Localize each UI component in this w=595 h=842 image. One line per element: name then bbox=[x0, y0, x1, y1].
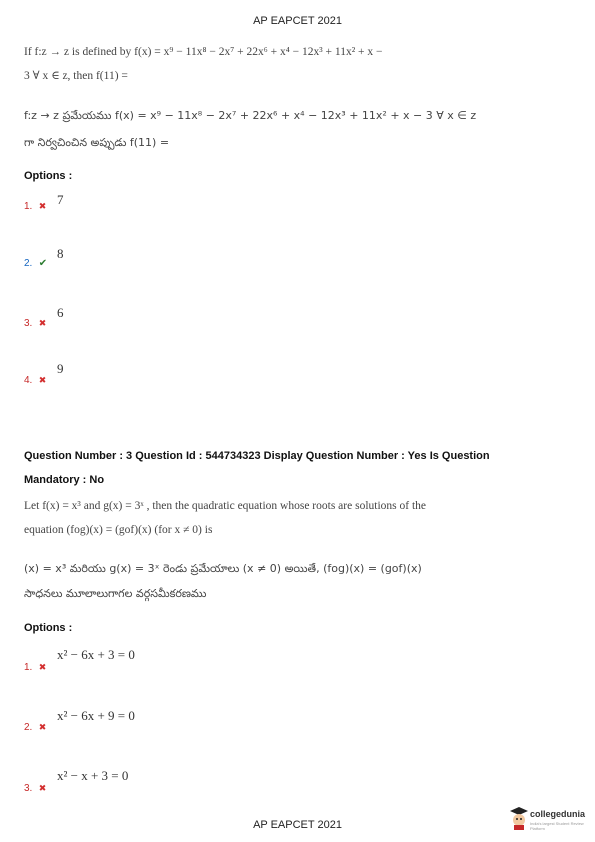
q1-option-2-value: 8 bbox=[57, 246, 64, 261]
q1-option-4-value: 9 bbox=[57, 361, 64, 376]
option-number: 1. bbox=[24, 662, 33, 673]
q1-option-1-value: 7 bbox=[57, 192, 64, 207]
q1-english-line1: If f:z → z is defined by f(x) = x⁹ − 11x⁸ − 2x⁷ + 22x⁶ + x⁴ − 12x³ + 11x² + x − bbox=[24, 46, 383, 58]
brand-tagline: India's largest Student Review Platform bbox=[530, 821, 584, 831]
cross-icon: ✖ bbox=[38, 201, 47, 211]
cross-icon: ✖ bbox=[38, 722, 47, 732]
q2-option-1 bbox=[24, 657, 46, 675]
q2-options-label: Options : bbox=[24, 622, 73, 634]
q2-option-3 bbox=[24, 778, 46, 796]
option-number: 1. bbox=[24, 201, 33, 212]
q2-english-line1: Let f(x) = x³ and g(x) = 3ˣ , then the quadratic equation whose roots are solutions of the bbox=[24, 500, 427, 512]
option-number: 2. bbox=[24, 722, 33, 733]
cross-icon: ✖ bbox=[38, 662, 47, 672]
q2-option-2-value: x² − 6x + 9 = 0 bbox=[57, 708, 135, 723]
q2-option-1-value: x² − 6x + 3 = 0 bbox=[57, 647, 135, 662]
q2-meta-line2: Mandatory : No bbox=[24, 474, 105, 486]
q2-meta-line1: Question Number : 3 Question Id : 544734323 Display Question Number : Yes Is Question bbox=[24, 450, 490, 462]
q2-telugu-line1: (x) = x³ మరియు g(x) = 3ˣ రెండు ప్రమేయాలు (x ≠ 0) అయితే, (fog)(x) = (gof)(x) bbox=[24, 562, 422, 575]
q1-options-label: Options : bbox=[24, 170, 73, 182]
option-number: 3. bbox=[24, 318, 33, 329]
q1-option-3-value: 6 bbox=[57, 305, 64, 320]
graduate-mascot-icon bbox=[509, 806, 529, 830]
cross-icon: ✖ bbox=[38, 783, 47, 793]
q2-english-line2: equation (fog)(x) = (gof)(x) (for x ≠ 0) is bbox=[24, 524, 213, 536]
q1-telugu-line2: గా నిర్వచించిన అప్పుడు f(11) = bbox=[24, 136, 170, 149]
q1-option-3 bbox=[24, 313, 46, 331]
brand-logo-text: collegedunia bbox=[530, 809, 586, 819]
q2-telugu-line2: సాధనలు మూలాలుగాగల వర్గసమీకరణము bbox=[24, 587, 207, 600]
page-footer: AP EAPCET 2021 bbox=[253, 819, 342, 831]
check-icon: ✔ bbox=[38, 258, 48, 269]
q2-option-3-value: x² − x + 3 = 0 bbox=[57, 768, 129, 783]
q2-option-2 bbox=[24, 717, 46, 735]
option-number: 3. bbox=[24, 783, 33, 794]
cross-icon: ✖ bbox=[38, 375, 47, 385]
q1-option-1 bbox=[24, 196, 46, 214]
q1-option-4 bbox=[24, 370, 46, 388]
q1-telugu-line1: f:z → z ప్రమేయము f(x) = x⁹ − 11x⁸ − 2x⁷ + 22x⁶ + x⁴ − 12x³ + 11x² + x − 3 ∀ x ∈ z bbox=[24, 109, 477, 122]
page-header: AP EAPCET 2021 bbox=[253, 15, 342, 27]
cross-icon: ✖ bbox=[38, 318, 47, 328]
option-number: 2. bbox=[24, 258, 33, 269]
q1-option-2 bbox=[24, 253, 47, 271]
q1-english-line2: 3 ∀ x ∈ z, then f(11) = bbox=[24, 70, 128, 82]
option-number: 4. bbox=[24, 375, 33, 386]
